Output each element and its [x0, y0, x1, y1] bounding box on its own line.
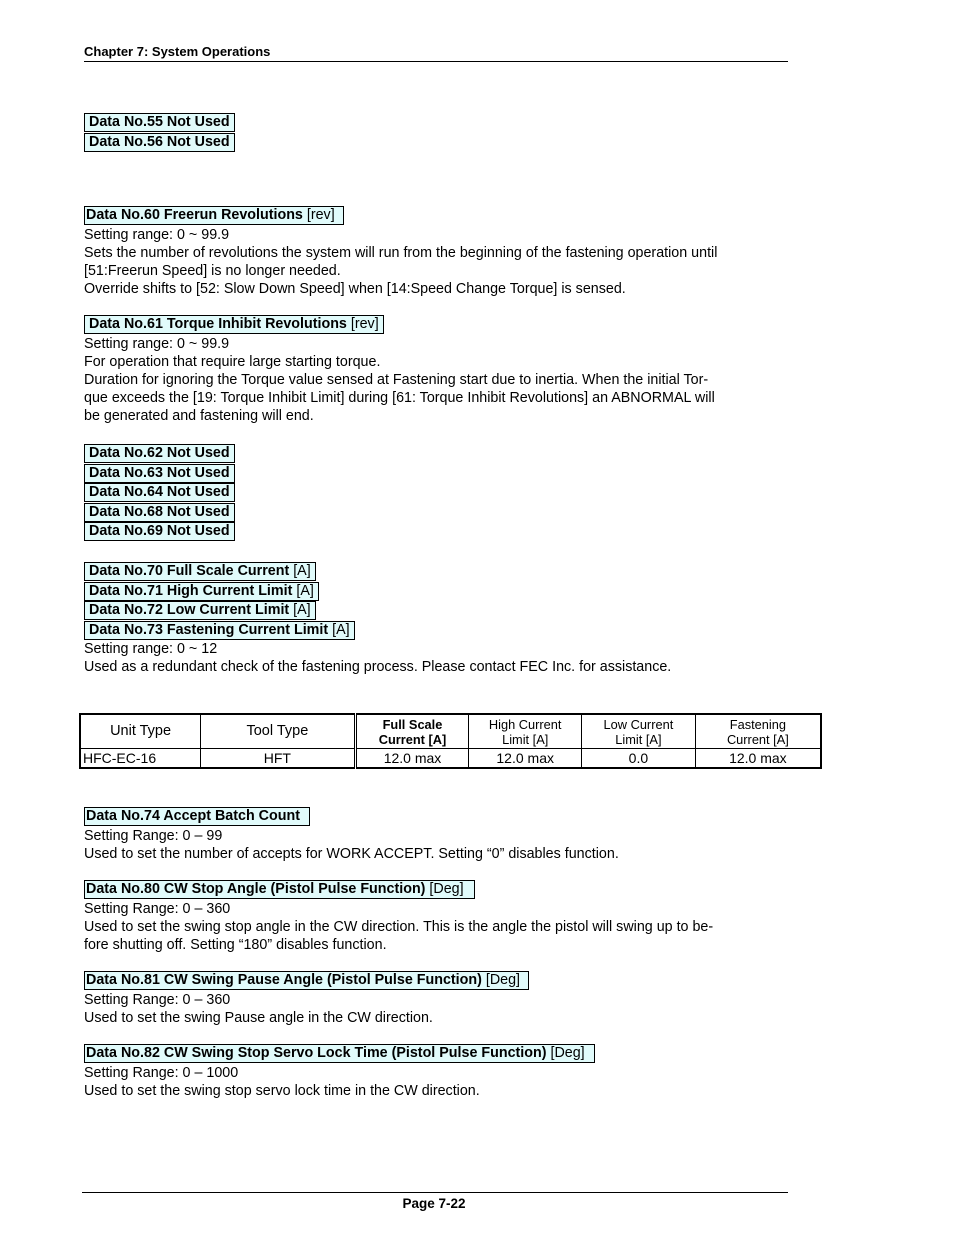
data-tag-55: Data No.55 Not Used	[84, 113, 235, 132]
text-line: Setting Range: 0 – 1000	[84, 1064, 239, 1081]
data-tag-61: Data No.61 Torque Inhibit Revolutions [rev]	[84, 315, 384, 334]
header-low-current: Low Current Limit [A]	[582, 714, 696, 749]
unused-group-b	[84, 444, 804, 542]
section-data-70-73	[84, 562, 804, 676]
text-line: For operation that require large starting torque.	[84, 353, 381, 370]
cell-tool-type: HFT	[201, 749, 355, 769]
header-high-current: High Current Limit [A]	[469, 714, 582, 749]
text-line: Setting range: 0 ~ 99.9	[84, 226, 230, 243]
data-tag-81: Data No.81 CW Swing Pause Angle (Pistol Pulse Function) [Deg]	[84, 971, 529, 990]
text-line: Used as a redundant check of the fastening process. Please contact FEC Inc. for assistance.	[84, 659, 672, 676]
section-data-81	[84, 971, 804, 1027]
text-line: [51:Freerun Speed] is no longer needed.	[84, 262, 341, 279]
data-tag-60: Data No.60 Freerun Revolutions [rev]	[84, 206, 344, 225]
data-tag-62: Data No.62 Not Used	[84, 444, 235, 463]
header-tool-type: Tool Type	[201, 714, 355, 749]
data-tag-68: Data No.68 Not Used	[84, 503, 235, 522]
section-data-60	[84, 206, 804, 298]
section-data-61	[84, 315, 804, 425]
data-tag-70: Data No.70 Full Scale Current [A]	[84, 562, 316, 581]
data-tag-72: Data No.72 Low Current Limit [A]	[84, 601, 316, 620]
text-line: Used to set the swing stop servo lock time in the CW direction.	[84, 1082, 480, 1099]
unused-group-a	[84, 113, 804, 152]
text-line: Override shifts to [52: Slow Down Speed] when [14:Speed Change Torque] is sensed.	[84, 280, 626, 297]
data-tag-64: Data No.64 Not Used	[84, 483, 235, 502]
text-line: Setting Range: 0 – 360	[84, 900, 231, 917]
data-tag-69: Data No.69 Not Used	[84, 522, 235, 541]
data-tag-80: Data No.80 CW Stop Angle (Pistol Pulse Function) [Deg]	[84, 880, 475, 899]
page-number: Page 7-22	[402, 1196, 466, 1211]
text-line: fore shutting off. Setting “180” disables function.	[84, 936, 387, 953]
cell-full-scale: 12.0 max	[355, 749, 469, 769]
data-tag-63: Data No.63 Not Used	[84, 464, 235, 483]
section-data-74	[84, 807, 804, 863]
data-tag-56: Data No.56 Not Used	[84, 133, 235, 152]
text-line: Used to set the number of accepts for WORK ACCEPT. Setting “0” disables function.	[84, 845, 619, 862]
table-row	[80, 749, 821, 769]
text-line: Sets the number of revolutions the system will run from the beginning of the fastening operation until	[84, 244, 718, 261]
header-full-scale: Full Scale Current [A]	[355, 714, 469, 749]
text-line: Setting range: 0 ~ 12	[84, 641, 218, 658]
data-tag-82: Data No.82 CW Swing Stop Servo Lock Time (Pistol Pulse Function) [Deg]	[84, 1044, 595, 1063]
text-line: que exceeds the [19: Torque Inhibit Limit] during [61: Torque Inhibit Revolutions] an ABNORMAL will	[84, 389, 715, 406]
cell-fastening-current: 12.0 max	[695, 749, 821, 769]
text-line: Duration for ignoring the Torque value sensed at Fastening start due to inertia. When the initial Tor-	[84, 371, 709, 388]
header-unit-type: Unit Type	[80, 714, 201, 749]
section-data-82	[84, 1044, 804, 1100]
text-line: Used to set the swing stop angle in the CW direction. This is the angle the pistol will swing up to be-	[84, 918, 714, 935]
table-header-row	[80, 714, 821, 749]
section-data-80	[84, 880, 804, 954]
text-line: Setting range: 0 ~ 99.9	[84, 335, 230, 352]
text-line: Used to set the swing Pause angle in the CW direction.	[84, 1009, 433, 1026]
current-limit-table	[79, 713, 822, 769]
cell-low-current: 0.0	[582, 749, 696, 769]
data-tag-73: Data No.73 Fastening Current Limit [A]	[84, 621, 355, 640]
chapter-header: Chapter 7: System Operations	[84, 44, 788, 62]
cell-unit-type: HFC-EC-16	[80, 749, 201, 769]
data-tag-71: Data No.71 High Current Limit [A]	[84, 582, 319, 601]
text-line: be generated and fastening will end.	[84, 407, 314, 424]
header-fastening-current: Fastening Current [A]	[695, 714, 821, 749]
cell-high-current: 12.0 max	[469, 749, 582, 769]
text-line: Setting Range: 0 – 99	[84, 827, 223, 844]
footer-divider	[82, 1192, 788, 1193]
data-tag-74: Data No.74 Accept Batch Count	[84, 807, 310, 826]
text-line: Setting Range: 0 – 360	[84, 991, 231, 1008]
